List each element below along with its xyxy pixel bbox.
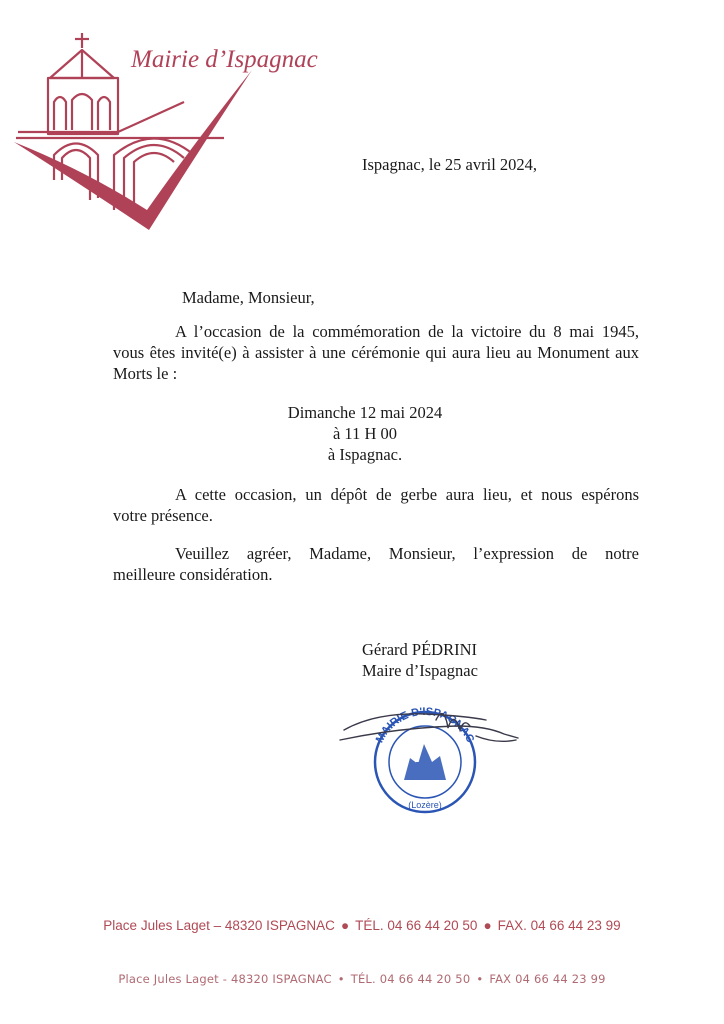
footer-phone: TÉL. 04 66 44 20 50: [350, 972, 471, 986]
paragraph-line: A cette occasion, un dépôt de gerbe aura lieu, et nous espérons: [175, 485, 639, 504]
stamp-top-text: MAIRIE D'ISPAGNAC: [373, 705, 477, 745]
paragraph-line: meilleure considération.: [113, 565, 273, 584]
paragraph-wreath: [113, 484, 639, 526]
stamp-seal: [374, 706, 477, 812]
footer-fax: FAX. 04 66 44 23 99: [497, 918, 621, 933]
greeting: Madame, Monsieur,: [182, 288, 315, 307]
paragraph-line: Morts le :: [113, 364, 178, 383]
event-place: à Ispagnac.: [327, 445, 403, 464]
event-details: [240, 402, 490, 465]
paragraph-line: votre présence.: [113, 506, 213, 525]
event-time: à 11 H 00: [332, 424, 397, 443]
official-stamp-icon: [336, 700, 521, 815]
event-day: Dimanche 12 mai 2024: [287, 403, 443, 422]
paragraph-closing: [113, 543, 639, 585]
signatory-name: Gérard PÉDRINI: [362, 640, 478, 659]
footer-address: Place Jules Laget – 48320 ISPAGNAC: [103, 918, 335, 933]
paragraph-line: Veuillez agréer, Madame, Monsieur, l’expression de notre: [175, 544, 639, 563]
signatory-title: Maire d’Ispagnac: [362, 661, 478, 680]
bullet-icon: •: [476, 972, 484, 986]
bullet-icon: •: [337, 972, 345, 986]
bullet-icon: ●: [340, 918, 350, 933]
footer-address: Place Jules Laget - 48320 ISPAGNAC: [118, 972, 332, 986]
footer-phone: TÉL. 04 66 44 20 50: [355, 918, 478, 933]
paragraph-line: vous êtes invité(e) à assister à une cérémonie qui aura lieu au Monument aux: [113, 343, 639, 362]
stamp-bottom-text: (Lozère): [408, 800, 442, 810]
logo-title: Mairie d’Ispagnac: [131, 46, 318, 73]
date-line: Ispagnac, le 25 avril 2024,: [362, 155, 538, 174]
bullet-icon: ●: [483, 918, 492, 933]
footer-contact-secondary: [0, 972, 724, 986]
footer-contact-primary: [0, 918, 724, 933]
paragraph-invitation: [113, 321, 639, 384]
paragraph-line: A l’occasion de la commémoration de la victoire du 8 mai 1945,: [175, 322, 639, 341]
footer-fax: FAX 04 66 44 23 99: [489, 972, 606, 986]
